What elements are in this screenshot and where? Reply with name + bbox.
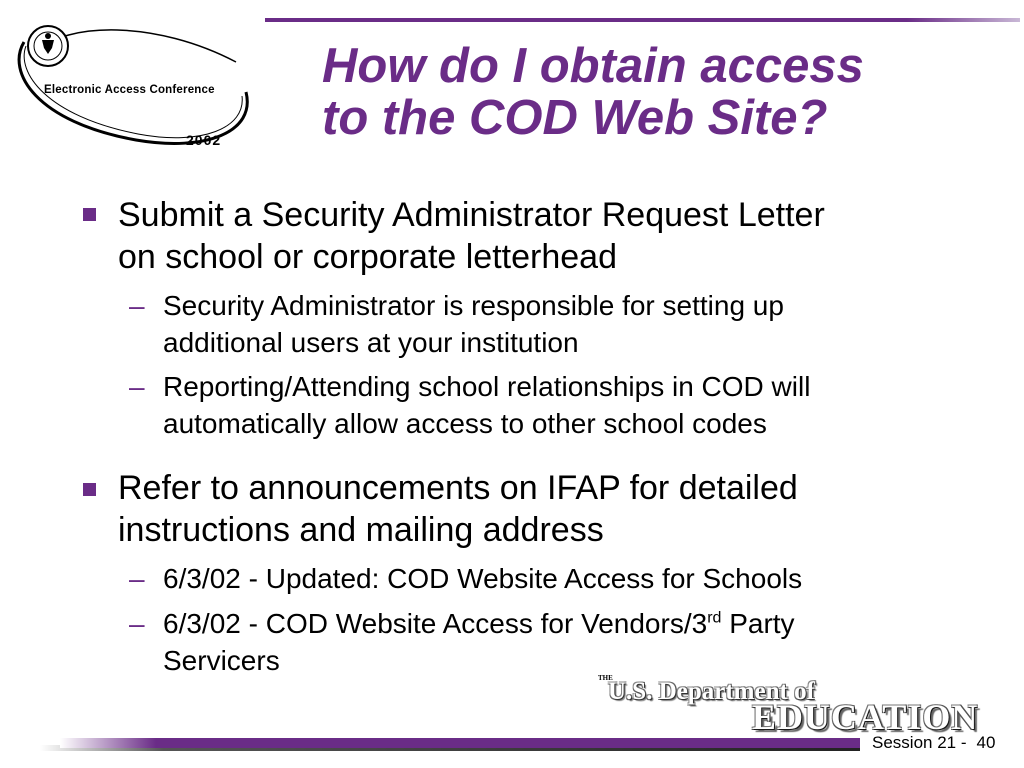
dash-marker: – — [129, 608, 145, 639]
bullet-item — [118, 194, 978, 278]
sub-bullet-line: automatically allow access to other school codes — [163, 408, 767, 439]
sub-bullet-line: additional users at your institution — [163, 327, 579, 358]
sub-bullet-line: Security Administrator is responsible for setting up — [163, 290, 784, 321]
us-department-of-education-logo — [594, 674, 1004, 736]
sub-bullet-item — [163, 560, 983, 597]
department-seal-icon — [28, 26, 68, 66]
bullet-line: instructions and mailing address — [118, 511, 604, 549]
top-divider — [265, 18, 1020, 22]
ed-logo-department: U.S. Department of — [608, 678, 815, 705]
dash-marker: – — [129, 290, 145, 321]
bullet-square-icon — [83, 208, 96, 221]
sub-bullet-item — [163, 605, 983, 679]
conference-name: Electronic Access Conference — [44, 84, 215, 96]
sub-bullet-line — [163, 605, 983, 642]
sub-bullet-text: Party — [721, 608, 795, 639]
dash-marker: – — [129, 371, 145, 402]
conference-logo — [6, 12, 258, 152]
sub-bullet-item — [163, 368, 983, 442]
slide-title-line1: How do I obtain access — [322, 39, 864, 93]
slide-title-line2: to the COD Web Site? — [322, 91, 828, 145]
bullet-line: Refer to announcements on IFAP for detailed — [118, 469, 798, 507]
bullet-line: on school or corporate letterhead — [118, 238, 617, 276]
slide-title — [322, 40, 1012, 144]
sub-bullet-item — [163, 287, 983, 361]
bullet-square-icon — [83, 483, 96, 496]
superscript: rd — [707, 609, 722, 627]
conference-swoosh-icon — [6, 12, 258, 152]
sub-bullet-line: Servicers — [163, 645, 280, 676]
page-number: 40 — [976, 733, 996, 752]
sub-bullet-text: 6/3/02 - COD Website Access for Vendors/3 — [163, 608, 708, 639]
bullet-line: Submit a Security Administrator Request Letter — [118, 196, 825, 234]
sub-bullet-line: 6/3/02 - Updated: COD Website Access for Schools — [163, 563, 803, 594]
ed-logo-the: THE — [598, 674, 613, 682]
conference-year: 2002 — [186, 132, 222, 148]
slide-footer — [872, 733, 995, 753]
bullet-item — [118, 467, 978, 551]
dash-marker: – — [129, 563, 145, 594]
sub-bullet-line: Reporting/Attending school relationships in COD will — [163, 371, 811, 402]
ed-logo-education: EDUCATION — [752, 697, 979, 737]
session-label: Session 21 - — [872, 733, 967, 752]
bottom-divider — [60, 738, 860, 748]
